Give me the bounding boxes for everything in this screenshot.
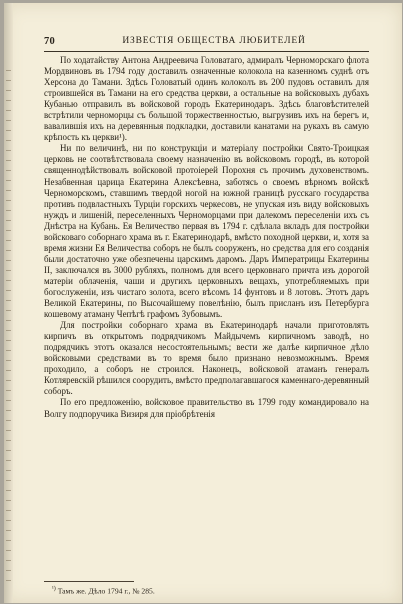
paragraph: Для постройки соборнаго храма въ Екатеринодарѣ начали приготовлять кирпичъ въ открытомъ подрядчикомъ Майдычемъ кирпичномъ заводѣ, но подрядчикъ этотъ оказался несостоятельнымъ; вести же далѣе кирпичное дѣло войсковыми средствами въ то время было признано невозможнымъ. Время проходило, а соборъ не строился. Наконецъ, войсковой атаманъ генералъ Котляревскій рѣшился соорудить, вмѣсто предполагавшагося каменнаго-деревянный соборъ. <box>44 320 369 397</box>
binding-edge-marks <box>6 61 11 581</box>
running-title: ИЗВЕСТІЯ ОБЩЕСТВА ЛЮБИТЕЛЕЙ <box>122 36 306 46</box>
paragraph: По ходатайству Антона Андреевича Головатаго, адмиралъ Черноморскаго флота Мордвиновъ въ 1794 году доставилъ означенные колокола на казенномъ суднѣ отъ Херсона до Тамани. Здѣсь Головатый одинъ колоколъ въ 200 пудовъ оставилъ для строившейся въ Тамани на его средства церкви, а остальные на войсковыхъ дубахъ Кубанью отправилъ въ войсковой городъ Екатеринодаръ. Здѣсь благовѣстителей встрѣтили черноморцы съ большой торжественностью, выгрузивъ ихъ на берегъ и, вавалившія ихъ на деревянныя подкладки, доставили канатами на рукахъ въ самую крѣпость къ церкви¹). <box>44 55 369 143</box>
footnote-rule <box>44 581 134 583</box>
footnote <box>52 585 352 596</box>
body-text <box>44 55 369 563</box>
paragraph: Ни по величинѣ, ни по конструкціи и матеріалу постройки Свято-Троицкая церковь не соотвѣтствовала своему назначенію въ войсковомъ городѣ, въ которой священнодѣйствовалъ войсковой протоіерей Порохня съ прочимъ духовенствомъ. Незабвенная царица Екатерина Алексѣевна, заботясь о своемъ вѣрномъ войскѣ Черноморскомъ, ставшимъ твердой ногой на южной границѣ русскаго государства противъ подвластныхъ Турціи горскихъ черкесовъ, не упуская изъ виду войсковыхъ нуждъ и лишеній, переселенныхъ Черноморцами при далекомъ переселеніи ихъ съ Днѣстра на Кубань. Ея Величество первая въ 1794 г. сдѣлала вкладъ для постройки войсковаго соборнаго храма въ г. Екатеринодарѣ, вмѣсто походной церкви, и, хотя за время жизни Ея Величества соборъ не былъ сооруженъ, но средства для его созданія были достаточно уже обезпечены царскимъ даромъ. Даръ Императрицы Екатерины II, заключался въ 3000 рубляхъ, полномъ для всего церковнаго причта изъ дорогой матеріи облаченія, чаши и другихъ церковныхъ вещахъ, употребляемыхъ при богослуженіи, изъ чистаго золота, всего вѣсомъ 14 фунтовъ и 8 лотовъ. Этотъ даръ Великой Екатерины, по Высочайшему повелѣнію, былъ присланъ изъ Петербурга кошевому атаману Чепѣгѣ графомъ Зубовымъ. <box>44 143 369 320</box>
footnote-mark: ¹) <box>52 586 56 592</box>
footnote-text: Тамъ же. Дѣло 1794 г., № 285. <box>57 586 155 596</box>
header-rule <box>44 51 369 53</box>
page-number: 70 <box>44 36 56 47</box>
paragraph: По его предложенію, войсковое правительство въ 1799 году командировало на Волгу подпоручика Визиря для пріобрѣтенія <box>44 397 369 419</box>
document-page <box>4 3 402 603</box>
